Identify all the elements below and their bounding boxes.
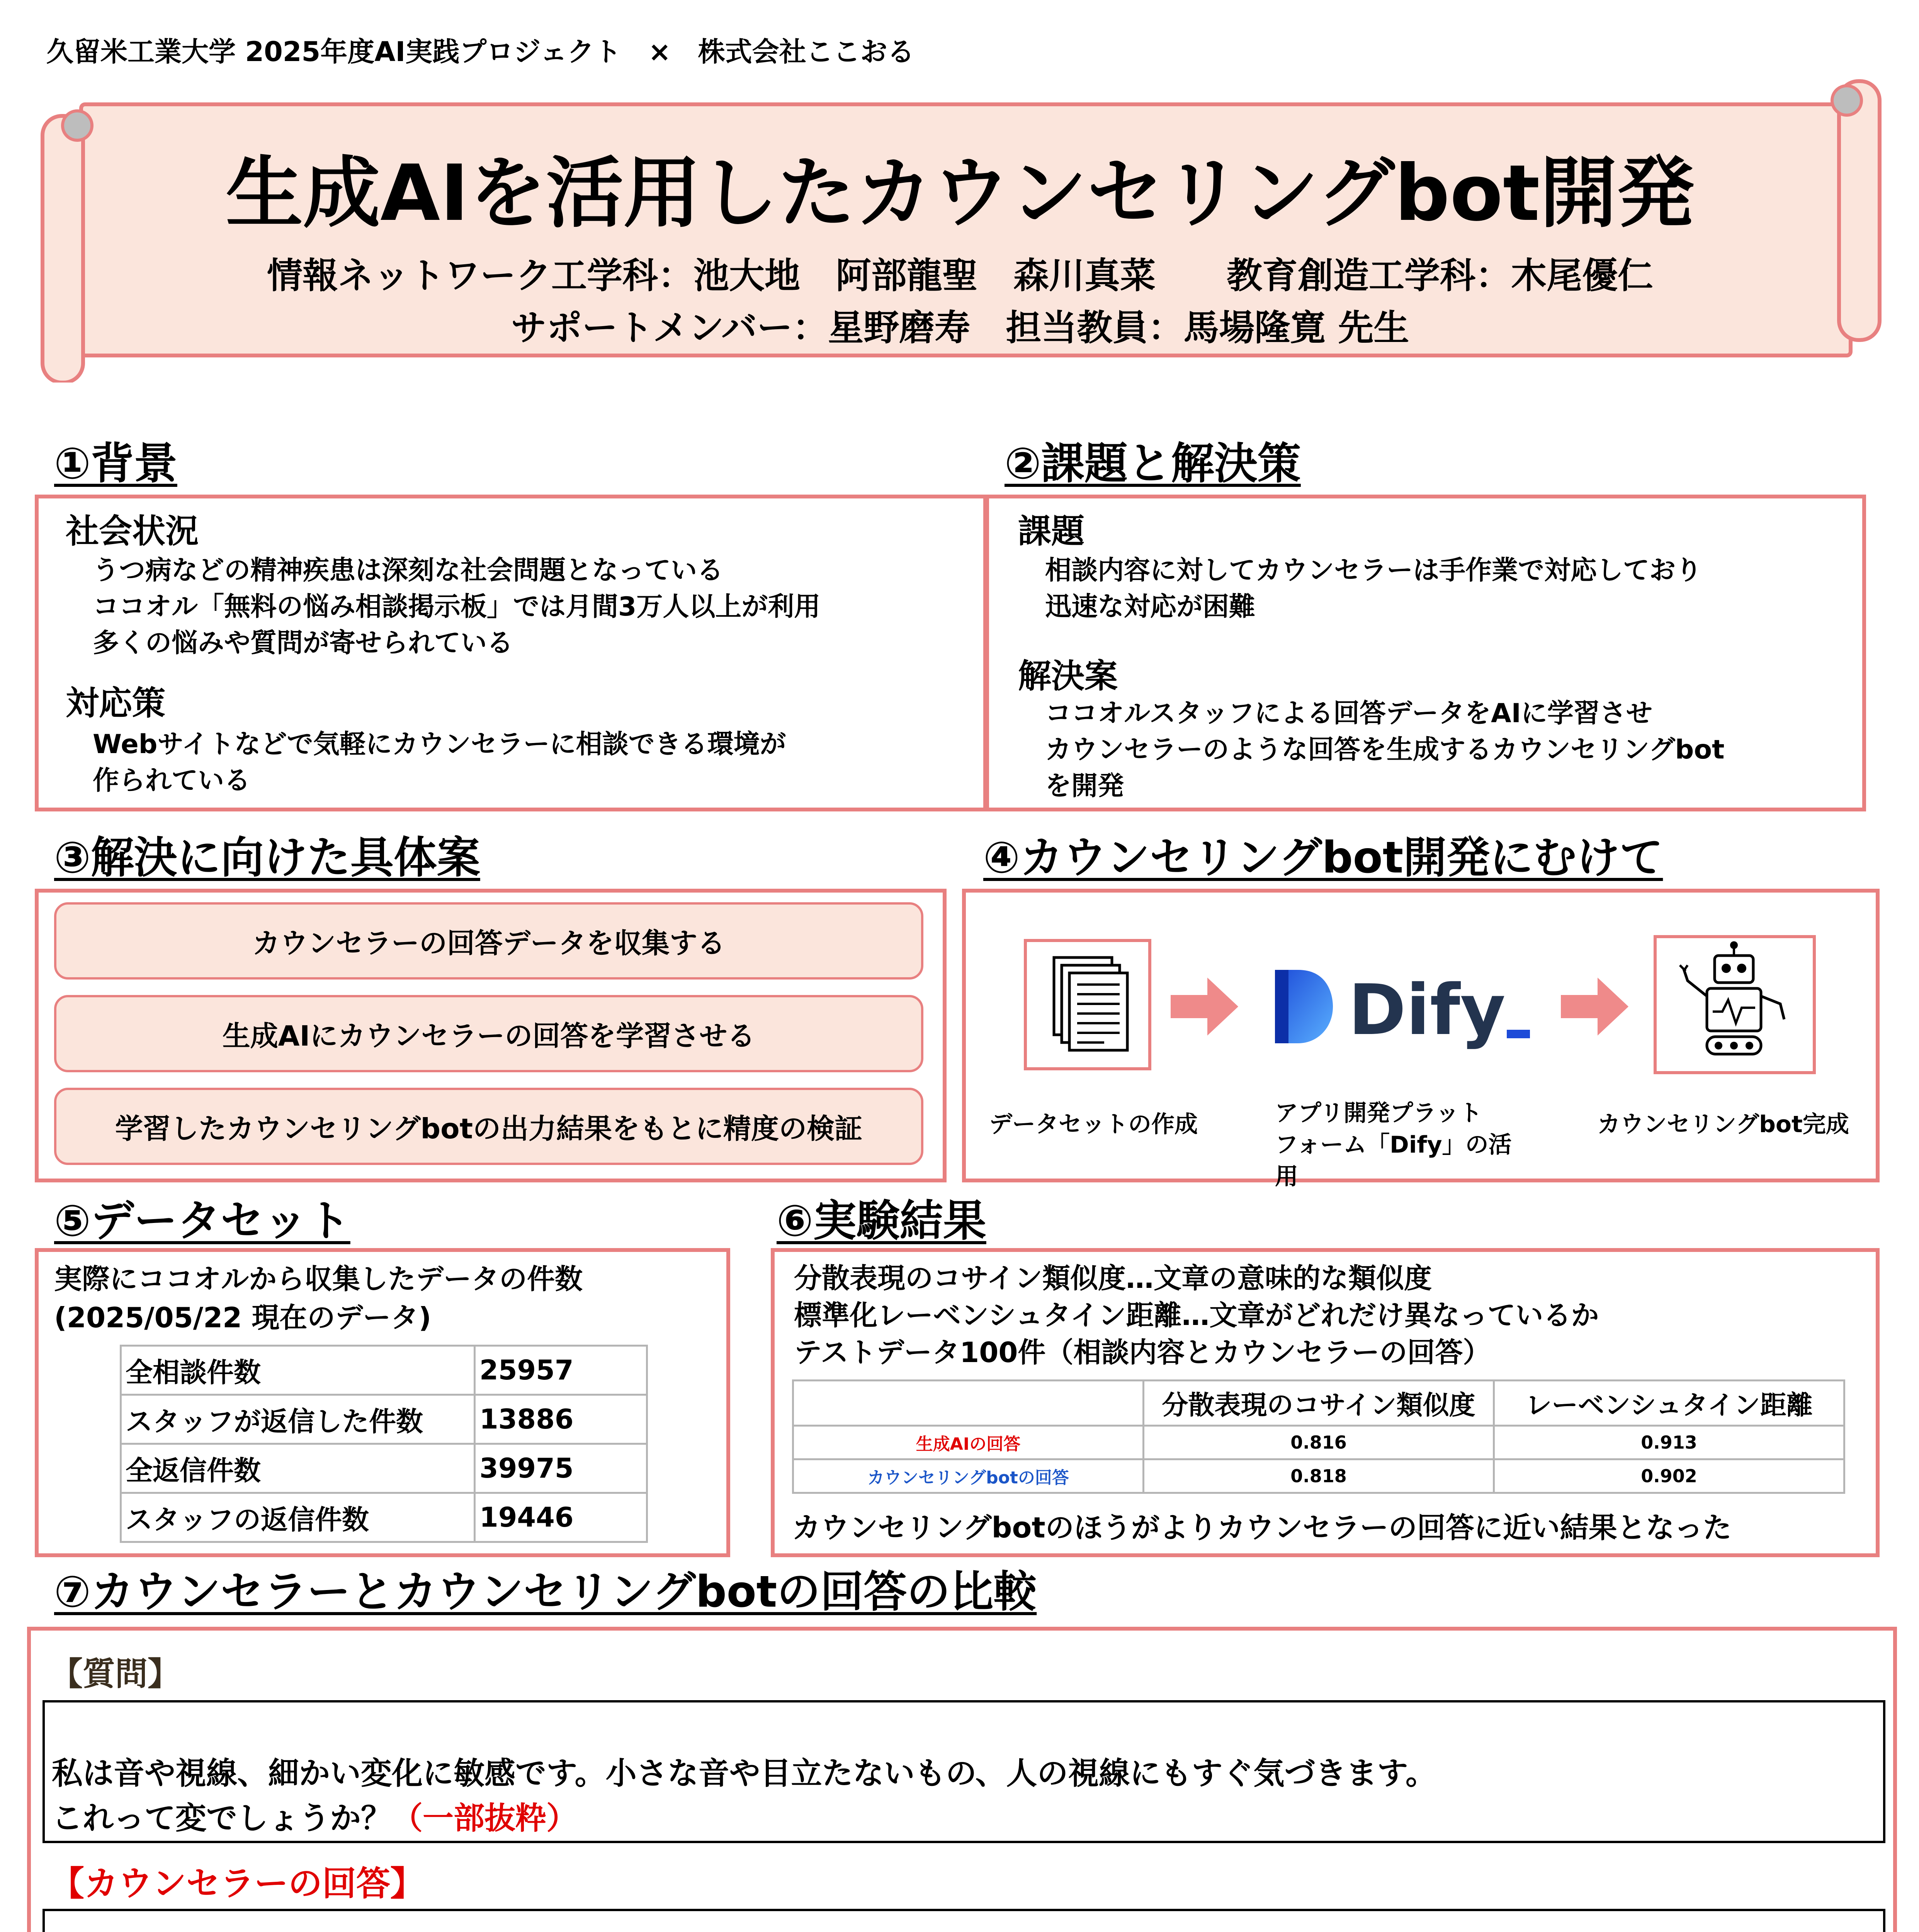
sec2-box: [983, 495, 1866, 811]
sec3-title: ③解決に向けた具体案: [54, 833, 480, 883]
table-cell: 0.913: [1494, 1426, 1844, 1459]
table-cell: 0.818: [1144, 1459, 1494, 1493]
caption-dataset: データセットの作成: [989, 1111, 1198, 1138]
table-cell: スタッフの返信件数: [121, 1493, 475, 1542]
page-title: 生成AIを活用したカウンセリングbot開発: [226, 148, 1695, 238]
header-institution: 久留米工業大学 2025年度AI実践プロジェクト × 株式会社ここおる: [46, 36, 914, 68]
dify-wordmark: Dify: [1348, 970, 1506, 1051]
table-header-cell: レーベンシュタイン距離: [1494, 1381, 1844, 1426]
sec1-box: [35, 495, 989, 811]
question-text: 私は音や視線、細かい変化に敏感です。小さな音や目立たないもの、人の視線にもすぐ気づきます。 これって変でしょうか？: [52, 1755, 1436, 1836]
table-cell: 全相談件数: [121, 1346, 475, 1395]
robot-icon: [1654, 935, 1816, 1074]
table-row: [793, 1381, 1844, 1426]
dify-underscore: [1507, 1030, 1530, 1038]
dify-logo: [1271, 962, 1542, 1055]
sec2-title: ②課題と解決策: [1005, 439, 1301, 489]
sec5-box: [35, 1248, 730, 1557]
sec1-sub1: 社会状況: [66, 512, 199, 551]
table-row: [793, 1459, 1844, 1493]
sec2-sub1: 課題: [1018, 512, 1084, 551]
results-table: [792, 1379, 1845, 1494]
sec5-desc: 実際にココオルから収集したデータの件数 (2025/05/22 現在のデータ): [54, 1263, 583, 1334]
table-row: [793, 1426, 1844, 1459]
question-box: [42, 1700, 1885, 1843]
sec4-title: ④カウンセリングbot開発にむけて: [983, 833, 1663, 883]
table-row: [121, 1493, 647, 1542]
sec2-text1: 相談内容に対してカウンセラーは手作業で対応しており 迅速な対応が困難: [1045, 555, 1702, 622]
documents-icon: [1024, 939, 1151, 1070]
title-banner: [35, 77, 1885, 383]
support-members: サポートメンバー：星野磨寿 担当教員：馬場隆寛 先生: [511, 307, 1409, 349]
sec2-sub2: 解決案: [1018, 657, 1118, 696]
question-label: 【質問】: [50, 1655, 180, 1693]
sec4-box: [962, 889, 1880, 1190]
table-cell: 19446: [475, 1493, 647, 1542]
sec6-desc: 分散表現のコサイン類似度…文章の意味的な類似度 標準化レーベンシュタイン距離…文章がどれだけ異なっているか テストデータ100件（相談内容とカウンセラーの回答）: [794, 1262, 1599, 1369]
sec7-box: [27, 1627, 1897, 1932]
table-cell: 13886: [475, 1395, 647, 1444]
table-row: [121, 1444, 647, 1493]
sec6-title: ⑥実験結果: [777, 1196, 986, 1246]
members: 情報ネットワーク工学科：池大地 阿部龍聖 森川真菜 教育創造工学科：木尾優仁: [267, 255, 1653, 296]
sec7-title: ⑦カウンセラーとカウンセリングbotの回答の比較: [54, 1567, 1037, 1617]
table-header-cell: 分散表現のコサイン類似度: [1144, 1381, 1494, 1426]
counselor-answer-box: [42, 1909, 1885, 1932]
arrow-right-icon: [1561, 978, 1630, 1036]
sec6-conclusion: カウンセリングbotのほうがよりカウンセラーの回答に近い結果となった: [792, 1511, 1732, 1544]
table-row: [121, 1395, 647, 1444]
table-cell: 生成AIの回答: [793, 1426, 1144, 1459]
plan-item-3: 学習したカウンセリングbotの出力結果をもとに精度の検証: [54, 1088, 923, 1165]
table-cell: スタッフが返信した件数: [121, 1395, 475, 1444]
excerpt-note: （一部抜粋）: [392, 1800, 577, 1836]
table-row: [121, 1346, 647, 1395]
table-header-cell: [793, 1381, 1144, 1426]
table-cell: 25957: [475, 1346, 647, 1395]
plan-item-1: カウンセラーの回答データを収集する: [54, 902, 923, 980]
sec6-box: [771, 1248, 1880, 1557]
sec1-text1: うつ病などの精神疾患は深刻な社会問題となっている ココオル「無料の悩み相談掲示板」では月間3万人以上が利用 多くの悩みや質問が寄せられている: [93, 555, 821, 658]
sec5-title: ⑤データセット: [54, 1196, 350, 1246]
caption-dify: アプリ開発プラット フォーム「Dify」の活用: [1275, 1100, 1512, 1190]
table-cell: 0.902: [1494, 1459, 1844, 1493]
counselor-label: 【カウンセラーの回答】: [50, 1864, 425, 1903]
sec1-text2: Webサイトなどで気軽にカウンセラーに相談できる環境が 作られている: [93, 729, 786, 796]
sec2-text2: ココオルスタッフによる回答データをAIに学習させ カウンセラーのような回答を生成するカウンセリングbot を開発: [1045, 698, 1725, 801]
caption-bot: カウンセリングbot完成: [1597, 1111, 1849, 1138]
table-cell: 全返信件数: [121, 1444, 475, 1493]
table-cell: 39975: [475, 1444, 647, 1493]
sec1-sub2: 対応策: [66, 684, 165, 723]
table-cell: 0.816: [1144, 1426, 1494, 1459]
sec1-title: ①背景: [54, 439, 177, 489]
arrow-right-icon: [1171, 978, 1240, 1036]
table-cell: カウンセリングbotの回答: [793, 1459, 1144, 1493]
dataset-table: [120, 1345, 648, 1543]
plan-item-2: 生成AIにカウンセラーの回答を学習させる: [54, 995, 923, 1072]
